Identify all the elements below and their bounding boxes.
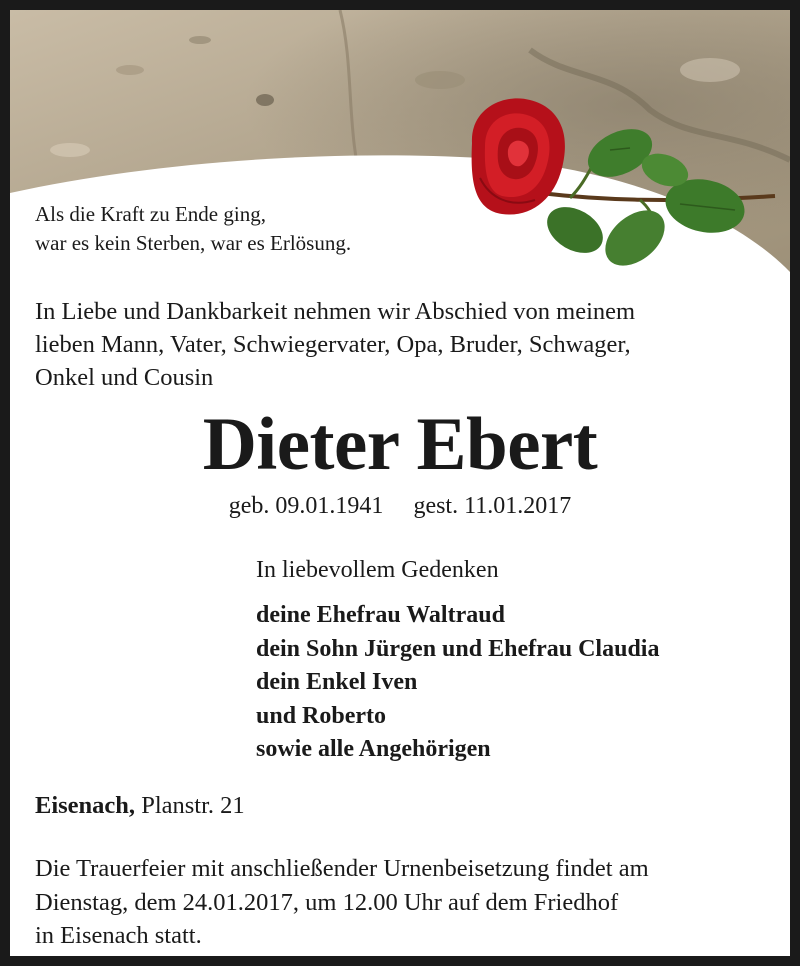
funeral-line: Dienstag, dem 24.01.2017, um 12.00 Uhr auf dem Friedhof: [35, 888, 619, 916]
address-street: Planstr. 21: [141, 792, 245, 819]
mourner-item: und Roberto: [256, 702, 387, 729]
intro-line: lieben Mann, Vater, Schwiegervater, Opa, Bruder, Schwager,: [35, 331, 631, 358]
mourner-item: dein Enkel Iven: [256, 669, 418, 695]
intro-line: In Liebe und Dankbarkeit nehmen wir Abschied von meinem: [35, 298, 636, 325]
mourner-item: deine Ehefrau Waltraud: [256, 602, 505, 628]
death-date: gest. 11.01.2017: [413, 493, 572, 519]
family-address: [35, 790, 245, 822]
funeral-line: in Eisenach statt.: [35, 922, 202, 949]
funeral-line: Die Trauerfeier mit anschließender Urnenbeisetzung findet am: [35, 855, 649, 882]
motto-verse: [35, 200, 351, 258]
mourners-list: [256, 599, 659, 767]
life-dates: [10, 489, 790, 523]
birth-date: geb. 09.01.1941: [228, 493, 384, 519]
intro-line: Onkel und Cousin: [35, 364, 214, 391]
motto-line: Als die Kraft zu Ende ging,: [35, 202, 266, 226]
funeral-announcement: [35, 852, 649, 953]
farewell-intro: [35, 295, 635, 394]
memory-heading: In liebevollem Gedenken: [256, 557, 499, 583]
motto-line: war es kein Sterben, war es Erlösung.: [35, 231, 352, 255]
red-rose-image: [450, 88, 780, 288]
mourner-item: dein Sohn Jürgen und Ehefrau Claudia: [256, 635, 660, 662]
address-city: Eisenach,: [35, 792, 136, 819]
deceased-name: Dieter Ebert: [202, 403, 598, 486]
mourner-item: sowie alle Angehörigen: [256, 736, 491, 762]
